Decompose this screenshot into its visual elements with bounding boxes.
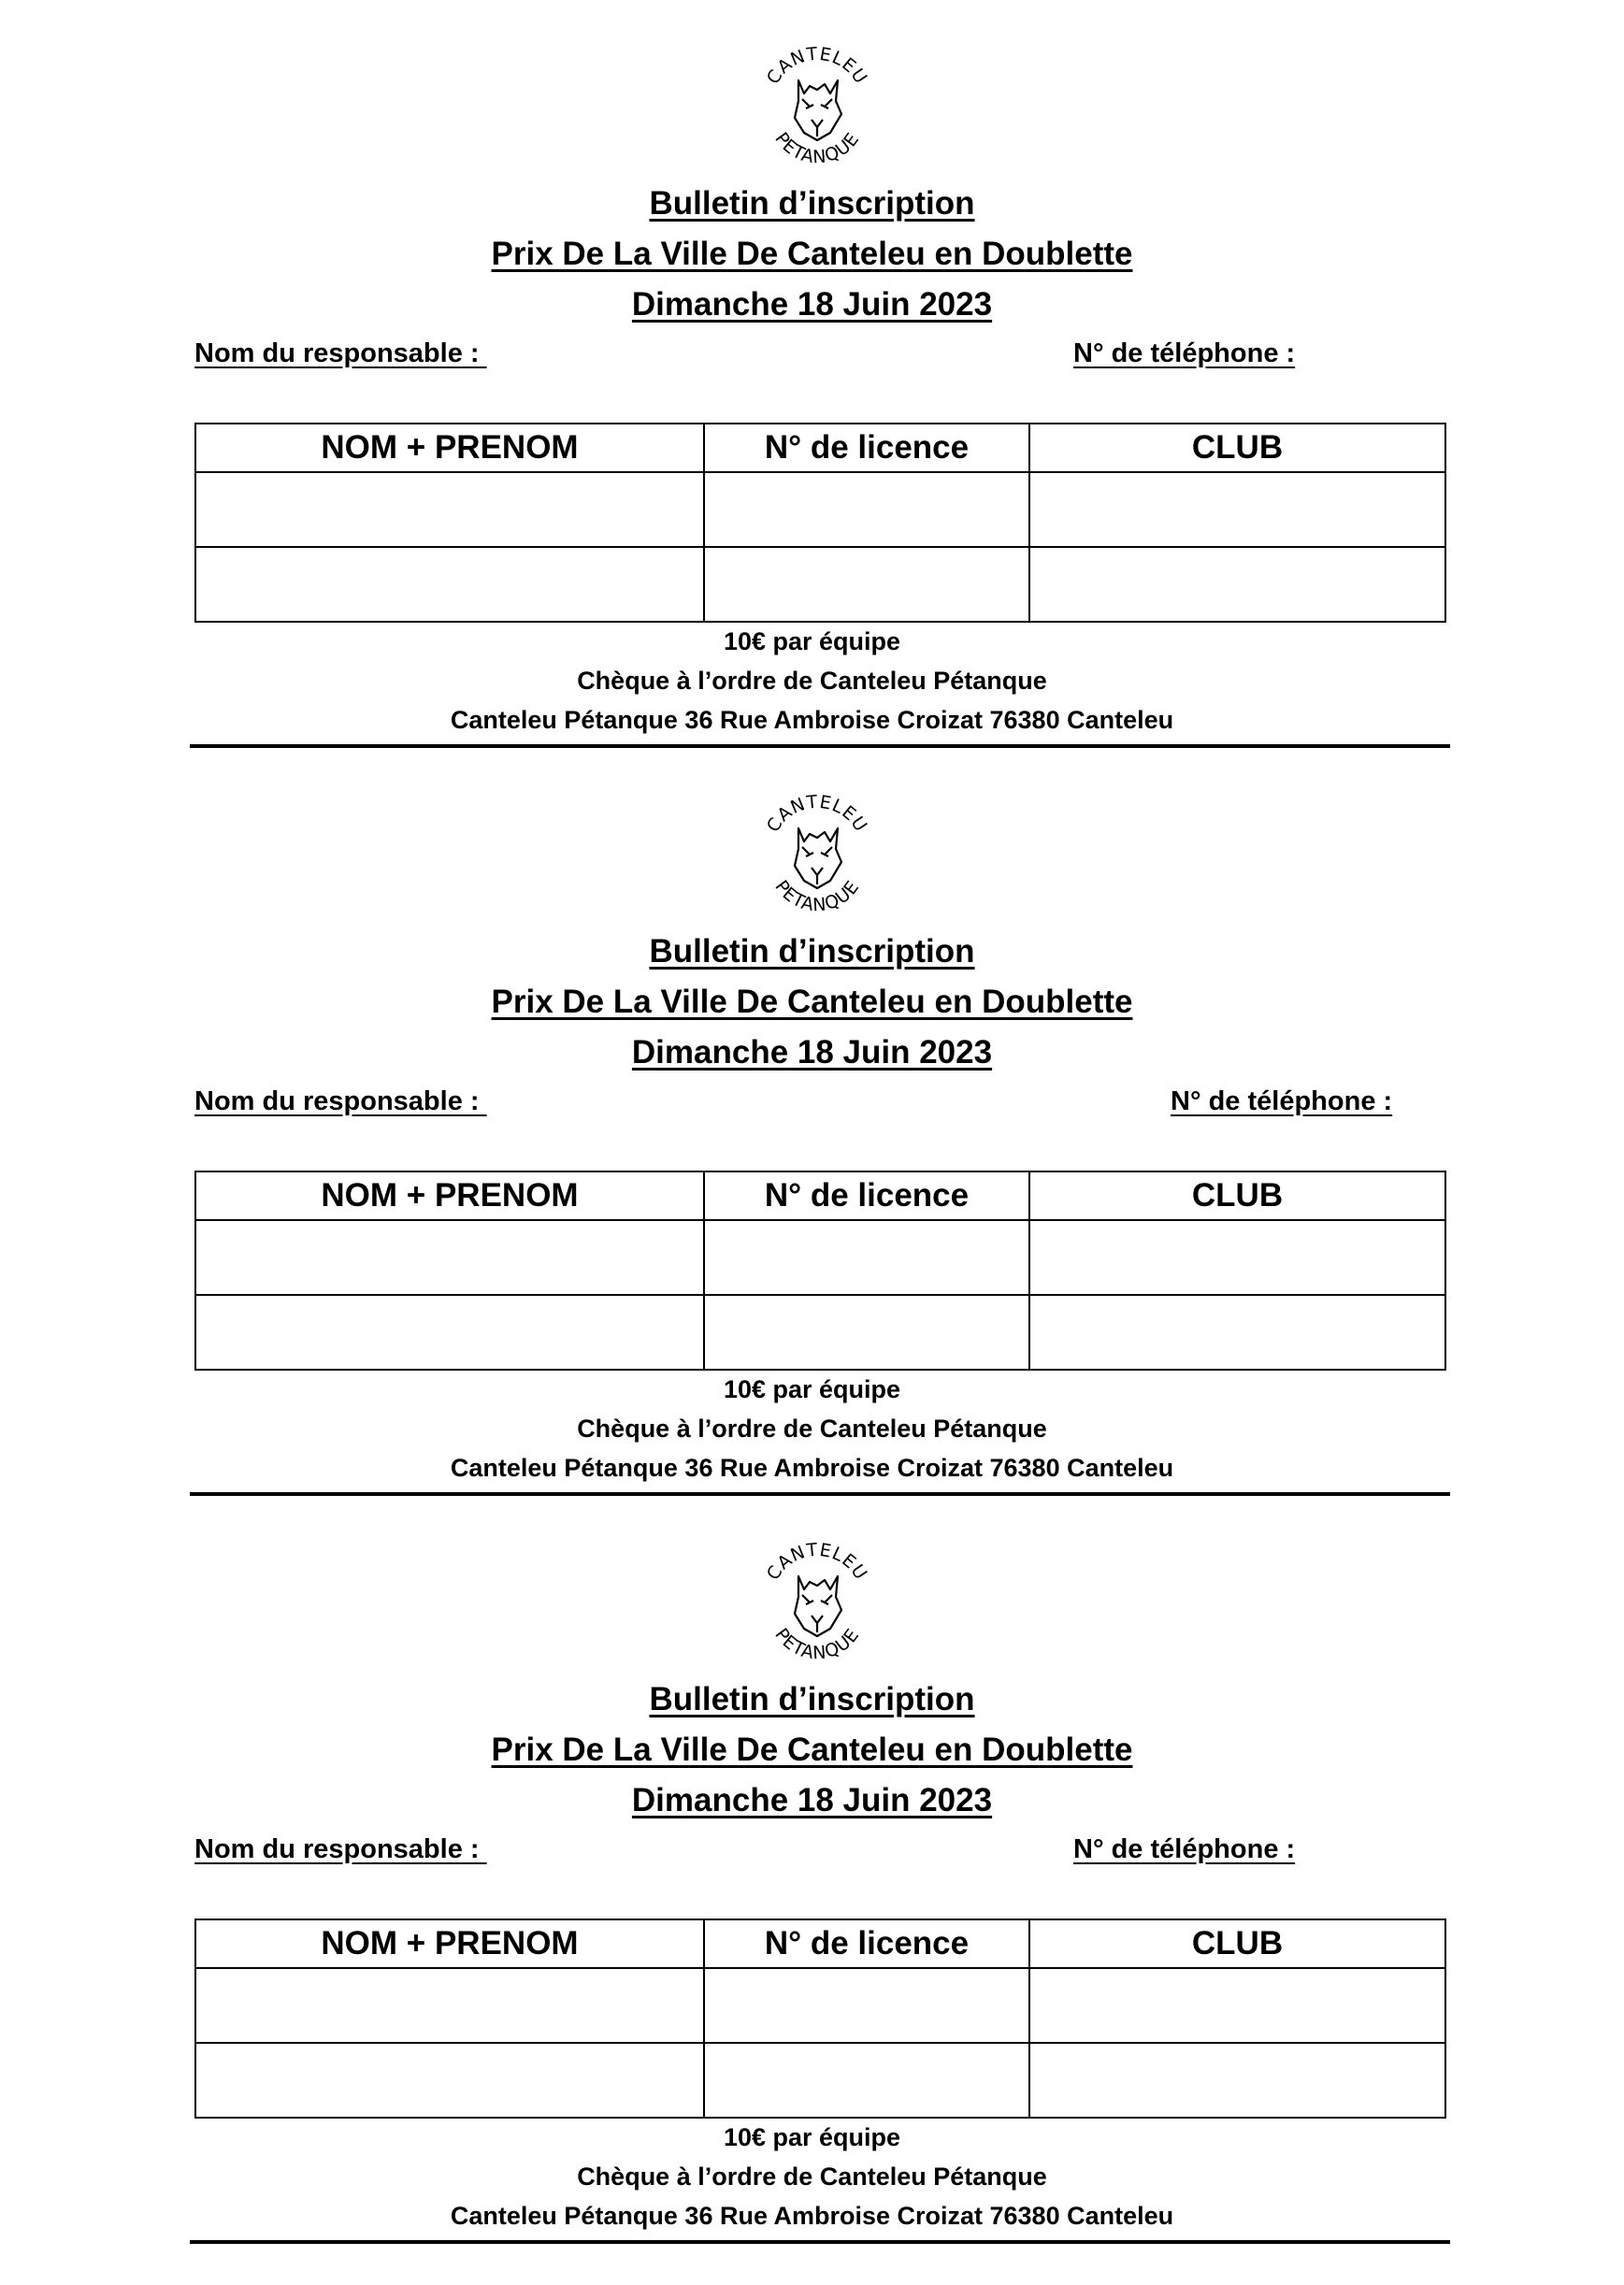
phone-label: N° de téléphone : [1073, 1834, 1296, 1864]
svg-text:CANTELEU: CANTELEU [762, 791, 872, 837]
license-cell[interactable] [704, 547, 1029, 622]
players-table [194, 1171, 1446, 1371]
name-cell[interactable] [195, 1968, 704, 2043]
table-header-row [195, 424, 1445, 472]
header-club: CLUB [1029, 424, 1445, 472]
address-text: Canteleu Pétanque 36 Rue Ambroise Croizat 76380 Canteleu [450, 2202, 1174, 2230]
phone-label: N° de téléphone : [1171, 1086, 1393, 1116]
table-row [195, 547, 1445, 622]
table-header-row [195, 1919, 1445, 1968]
cheque-text: Chèque à l’ordre de Canteleu Pétanque [577, 1415, 1047, 1443]
name-cell[interactable] [195, 547, 704, 622]
price-text: 10€ par équipe [723, 2123, 901, 2151]
players-table [194, 423, 1446, 623]
wolf-head-icon [755, 39, 877, 170]
phone-label: N° de téléphone : [1073, 338, 1296, 368]
canteleu-petanque-logo [755, 39, 877, 170]
svg-text:PETANQUE: PETANQUE [770, 128, 864, 168]
event-date: Dimanche 18 Juin 2023 [631, 1034, 993, 1071]
svg-text:PETANQUE: PETANQUE [770, 876, 864, 916]
event-name: Prix De La Ville De Canteleu en Doublette [491, 236, 1133, 272]
svg-text:PETANQUE: PETANQUE [770, 1624, 864, 1664]
header-license: N° de licence [704, 424, 1029, 472]
name-cell[interactable] [195, 1295, 704, 1370]
table-row [195, 1295, 1445, 1370]
club-cell[interactable] [1029, 1295, 1445, 1370]
svg-text:CANTELEU: CANTELEU [762, 1539, 872, 1585]
players-table [194, 1919, 1446, 2119]
name-cell[interactable] [195, 472, 704, 547]
license-cell[interactable] [704, 1968, 1029, 2043]
club-cell[interactable] [1029, 1220, 1445, 1295]
name-cell[interactable] [195, 2043, 704, 2118]
table-row [195, 1220, 1445, 1295]
table-row [195, 1968, 1445, 2043]
price-text: 10€ par équipe [723, 627, 901, 655]
form-title: Bulletin d’inscription [649, 933, 975, 970]
registration-form-2 [0, 748, 1624, 1496]
license-cell[interactable] [704, 472, 1029, 547]
responsible-name-label: Nom du responsable : [194, 1834, 487, 1864]
event-name: Prix De La Ville De Canteleu en Doublette [491, 1732, 1133, 1768]
header-name: NOM + PRENOM [195, 1171, 704, 1220]
form-title: Bulletin d’inscription [649, 1681, 975, 1717]
license-cell[interactable] [704, 1220, 1029, 1295]
canteleu-petanque-logo [755, 787, 877, 918]
wolf-head-icon [755, 787, 877, 918]
cheque-text: Chèque à l’ordre de Canteleu Pétanque [577, 2163, 1047, 2191]
club-cell[interactable] [1029, 1968, 1445, 2043]
header-license: N° de licence [704, 1919, 1029, 1968]
address-text: Canteleu Pétanque 36 Rue Ambroise Croizat 76380 Canteleu [450, 1454, 1174, 1482]
header-name: NOM + PRENOM [195, 1919, 704, 1968]
registration-form-3 [0, 1496, 1624, 2244]
table-row [195, 2043, 1445, 2118]
header-club: CLUB [1029, 1171, 1445, 1220]
registration-form-1 [0, 0, 1624, 748]
event-date: Dimanche 18 Juin 2023 [631, 1782, 993, 1818]
wolf-head-icon [755, 1535, 877, 1666]
header-license: N° de licence [704, 1171, 1029, 1220]
license-cell[interactable] [704, 1295, 1029, 1370]
event-date: Dimanche 18 Juin 2023 [631, 286, 993, 323]
canteleu-petanque-logo [755, 1535, 877, 1666]
license-cell[interactable] [704, 2043, 1029, 2118]
club-cell[interactable] [1029, 547, 1445, 622]
name-cell[interactable] [195, 1220, 704, 1295]
responsible-name-label: Nom du responsable : [194, 1086, 487, 1116]
club-cell[interactable] [1029, 2043, 1445, 2118]
svg-text:CANTELEU: CANTELEU [762, 43, 872, 89]
form-title: Bulletin d’inscription [649, 185, 975, 222]
event-name: Prix De La Ville De Canteleu en Doublette [491, 984, 1133, 1020]
header-club: CLUB [1029, 1919, 1445, 1968]
table-row [195, 472, 1445, 547]
responsible-name-label: Nom du responsable : [194, 338, 487, 368]
table-header-row [195, 1171, 1445, 1220]
header-name: NOM + PRENOM [195, 424, 704, 472]
cheque-text: Chèque à l’ordre de Canteleu Pétanque [577, 667, 1047, 695]
price-text: 10€ par équipe [723, 1375, 901, 1403]
club-cell[interactable] [1029, 472, 1445, 547]
address-text: Canteleu Pétanque 36 Rue Ambroise Croizat 76380 Canteleu [450, 706, 1174, 734]
separator-line [190, 2240, 1450, 2244]
